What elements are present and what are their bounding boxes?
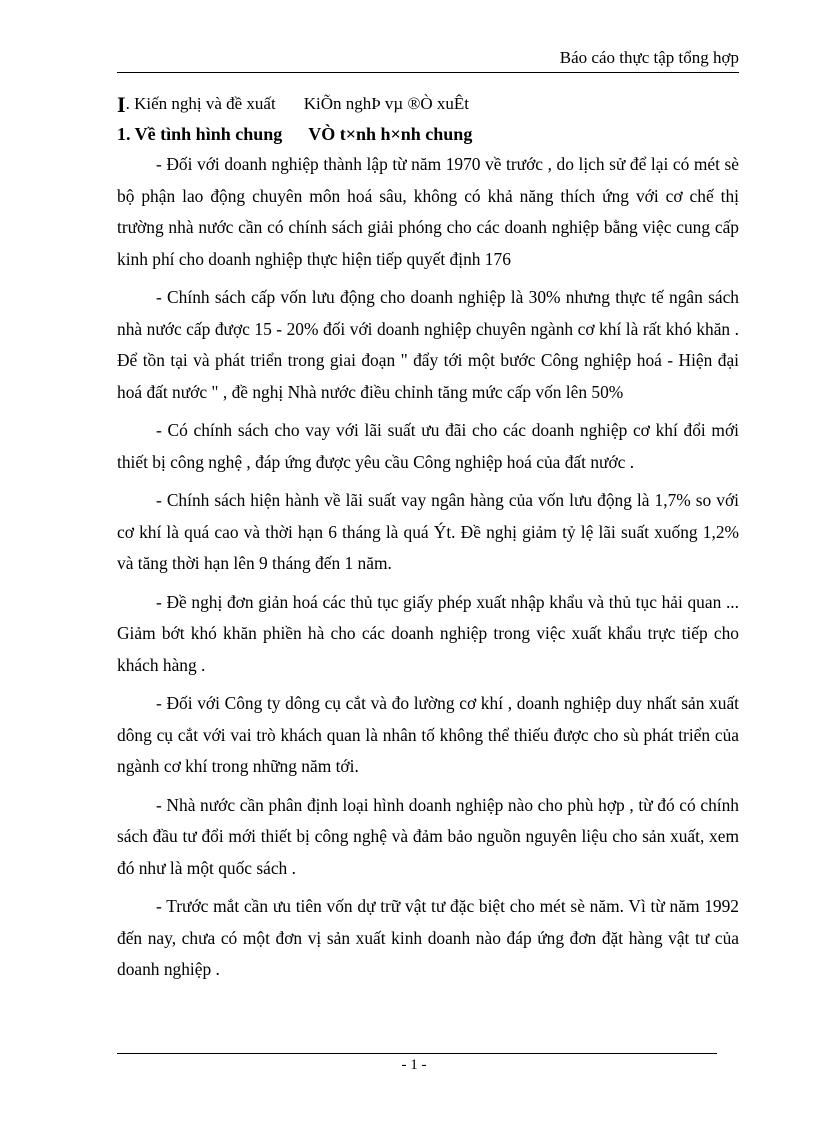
paragraph: - Chính sách hiện hành về lãi suất vay ngân hàng của vốn lưu động là 1,7% so với cơ khí là quá cao và thời hạn 6 tháng là quá Ýt. Đề nghị giảm tỷ lệ lãi suất xuống 1,2% và tăng thời hạn lên 9 tháng đến 1 năm. [117, 490, 739, 573]
subsection-heading [117, 124, 472, 145]
footer-divider [117, 1053, 717, 1054]
paragraph: - Có chính sách cho vay với lãi suất ưu đãi cho các doanh nghiệp cơ khí đổi mới thiết bị công nghệ , đáp ứng được yêu cầu Công nghiệp hoá của đất nước . [117, 420, 739, 472]
document-body [117, 149, 739, 993]
section-heading [117, 94, 469, 116]
header-divider [117, 72, 739, 73]
paragraph: - Đối với Công ty dông cụ cắt và đo lường cơ khí , doanh nghiệp duy nhất sản xuất dông cụ cắt với vai trò khách quan là nhân tố không thể thiếu được cho sù phát triển của ngành cơ khí trong những năm tới. [117, 693, 739, 776]
section-heading-text: . Kiến nghị và đề xuất [125, 94, 276, 113]
subsection-heading-garbled: VÒ t×nh h×nh chung [308, 124, 473, 144]
paragraph: - Đề nghị đơn giản hoá các thủ tục giấy phép xuất nhập khẩu và thủ tục hải quan ... Giảm bớt khó khăn phiền hà cho các doanh nghiệp trong việc xuất khẩu trực tiếp cho khách hàng . [117, 591, 739, 675]
page-header-title: Báo cáo thực tập tổng hợp [559, 48, 739, 67]
paragraph: - Trước mắt cần ưu tiên vốn dự trữ vật tư đặc biệt cho mét sè năm. Vì từ năm 1992 đến nay, chưa có một đơn vị sản xuất kinh doanh nào đáp ứng đơn đặt hàng vật tư của doanh nghiệp . [117, 896, 739, 979]
section-heading-garbled: KiÕn nghÞ vµ ®Ò xuÊt [303, 94, 470, 113]
subsection-heading-text: 1. Về tình hình chung [117, 124, 283, 144]
paragraph: - Chính sách cấp vốn lưu động cho doanh nghiệp là 30% nhưng thực tế ngân sách nhà nước cấp được 15 - 20% đối với doanh nghiệp chuyên ngành cơ khí là rất khó khăn . Để tồn tại và phát triển trong giai đoạn " đẩy tới một bước Công nghiệp hoá - Hiện đại hoá đất nước " , đề nghị Nhà nước điều chỉnh tăng mức cấp vốn lên 50% [117, 287, 739, 402]
paragraph: - Đối với doanh nghiệp thành lập từ năm 1970 về trước , do lịch sử để lại có mét sè bộ phận lao động chuyên môn hoá sâu, không có khả năng thích ứng với cơ chế thị trường nhà nước cần có chính sách giải phóng cho các doanh nghiệp bằng việc cung cấp kinh phí cho doanh nghiệp thực hiện tiếp quyết định 176 [117, 154, 739, 269]
section-heading-initial: I [117, 92, 126, 117]
paragraph: - Nhà nước cần phân định loại hình doanh nghiệp nào cho phù hợp , từ đó có chính sách đầu tư đổi mới thiết bị công nghệ và đảm bảo nguồn nguyên liệu cho sản xuất, xem đó như là một quốc sách . [117, 794, 739, 878]
page-number: - 1 - [401, 1057, 427, 1073]
